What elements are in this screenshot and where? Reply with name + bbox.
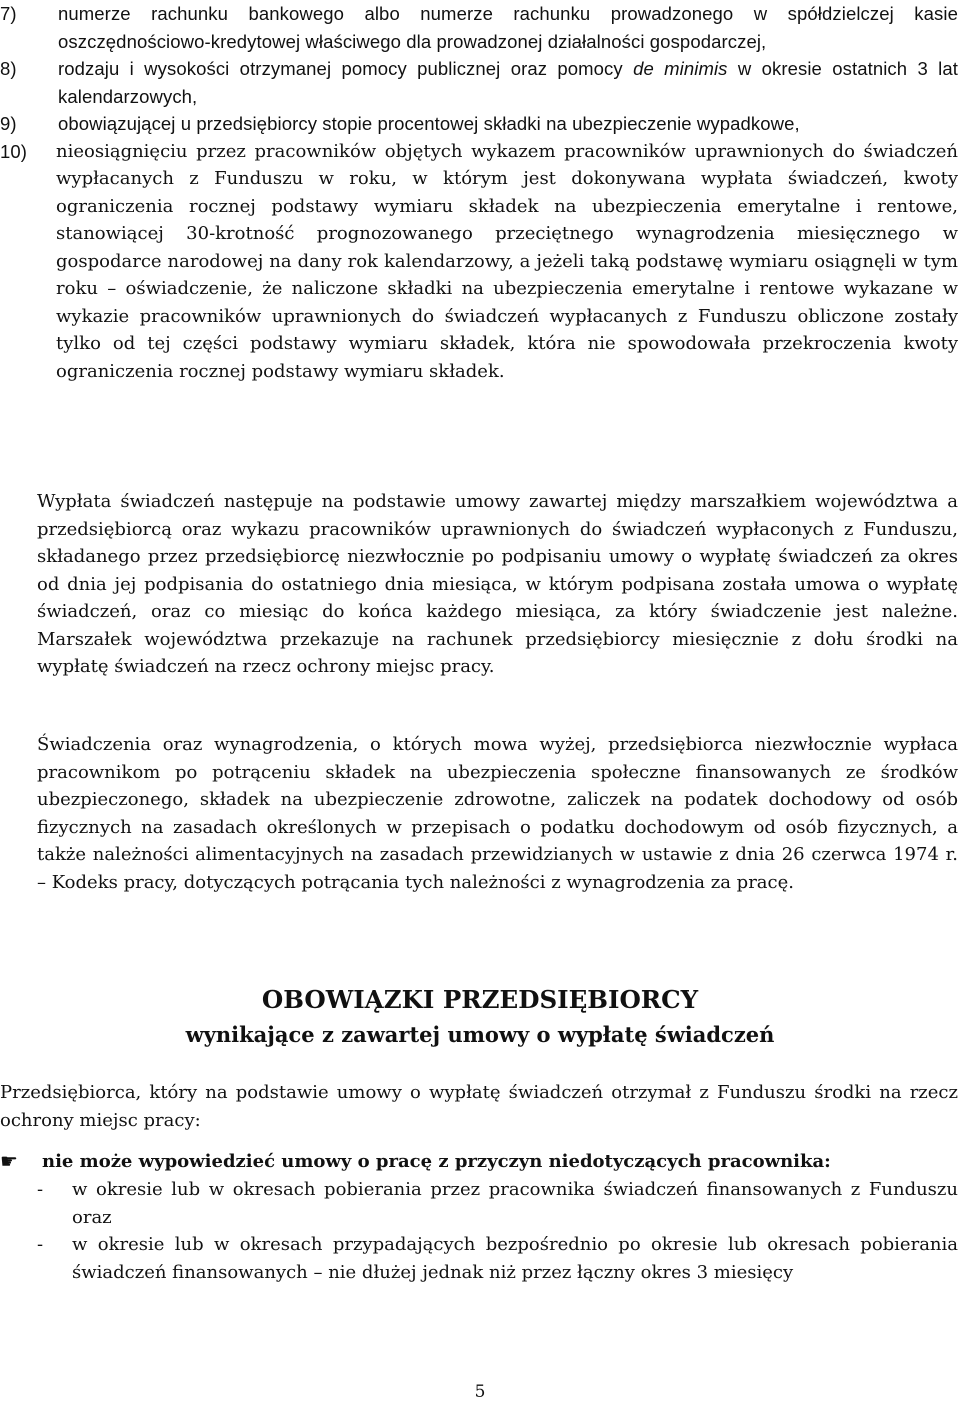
list-text-before: rodzaju i wysokości otrzymanej pomocy publicznej oraz pomocy xyxy=(58,58,634,79)
pointing-hand-icon: ☛ xyxy=(0,1149,18,1173)
dash-marker: - xyxy=(37,1179,44,1200)
list-number: 10) xyxy=(0,140,28,162)
dash-text: w okresie lub w okresach pobierania przez pracownika świadczeń finansowanych z Funduszu oraz xyxy=(72,1179,958,1228)
paragraph-payment: Wypłata świadczeń następuje na podstawie umowy zawartej między marszałkiem województwa a przedsiębiorcą oraz wykazu pracowników uprawnionych do świadczeń wypłaconych z Funduszu, składanego przez przedsiębiorcę niezwłocznie po podpisaniu umowy o wypłatę świadczeń za okres od dnia jej podpisania do ostatniego dnia miesiąca, w którym podpisana została umowa o wypłatę świadczeń, oraz co miesiąc do końca każdego miesiąca, za który świadczenie jest należne. Marszałek województwa przekazuje na rachunek przedsiębiorcy miesięcznie z dołu środki na wypłatę świadczeń na rzecz ochrony miejsc pracy. xyxy=(37,491,958,677)
list-item-10 xyxy=(0,138,958,386)
dash-item xyxy=(37,1231,958,1286)
list-item-7 xyxy=(0,0,958,55)
paragraph-deductions: Świadczenia oraz wynagrodzenia, o których mowa wyżej, przedsiębiorca niezwłocznie wypłaca pracownikom po potrąceniu składek na ubezpieczenia społeczne finansowanych ze środków ubezpieczonego, składek na ubezpieczenie zdrowotne, zaliczek na podatek dochodowy od osób fizycznych na zasadach określonych w przepisach o podatku dochodowym od osób fizycznych, a także należności alimentacyjnych na zasadach przewidzianych w ustawie z dnia 26 czerwca 1974 r. – Kodeks pracy, dotyczących potrącania tych należności z wynagrodzenia za pracę. xyxy=(37,734,958,893)
page-number: 5 xyxy=(474,1382,486,1402)
dash-text: w okresie lub w okresach przypadających bezpośrednio po okresie lub okresach pobierania świadczeń finansowanych – nie dłużej jednak niż przez łączny okres 3 miesięcy xyxy=(72,1234,958,1283)
section-title: OBOWIĄZKI PRZEDSIĘBIORCY xyxy=(261,985,699,1014)
list-text: obowiązującej u przedsiębiorcy stopie procentowej składki na ubezpieczenie wypadkowe, xyxy=(58,113,800,134)
obligation-bullet xyxy=(0,1148,958,1176)
list-item-9 xyxy=(0,110,958,138)
list-text: numerze rachunku bankowego albo numerze rachunku prowadzonego w spółdzielczej kasie oszczędnościowo-kredytowej właściwego dla prowadzonej działalności gospodarczej, xyxy=(58,3,958,52)
dash-marker: - xyxy=(37,1234,44,1255)
section-subtitle: wynikające z zawartej umowy o wypłatę świadczeń xyxy=(185,1022,775,1047)
list-item-8 xyxy=(0,55,958,110)
list-text xyxy=(58,55,958,110)
list-number: 9) xyxy=(0,113,17,134)
numbered-list xyxy=(0,0,958,385)
list-text-after: w okresie ostatnich 3 lat kalendarzowych, xyxy=(58,58,958,107)
list-number: 8) xyxy=(0,58,17,79)
dash-list xyxy=(37,1176,958,1286)
obligation-text: nie może wypowiedzieć umowy o pracę z przyczyn niedotyczących pracownika: xyxy=(42,1151,831,1172)
list-text-italic: de minimis xyxy=(633,58,728,79)
list-number: 7) xyxy=(0,3,17,24)
list-text: nieosiągnięciu przez pracowników objętych wykazem pracowników uprawnionych do świadczeń wypłacanych z Funduszu w roku, w którym jest dokonywana wypłata świadczeń, kwoty ograniczenia rocznej podstawy wymiaru składek na ubezpieczenia emerytalne i rentowe, stanowiącej 30-krotność prognozowanego przeciętnego wynagrodzenia miesięcznego w gospodarce narodowej na dany rok kalendarzowy, a jeżeli taką podstawę wymiaru osiągnęli w tym roku – oświadczenie, że naliczone składki na ubezpieczenia emerytalne i rentowe wykazane w wykazie pracowników uprawnionych do świadczeń wypłacanych z Funduszu obliczone zostały tylko od tej części podstawy wymiaru składek, która nie spowodowała przekroczenia kwoty ograniczenia rocznej podstawy wymiaru składek. xyxy=(56,140,958,382)
section-intro: Przedsiębiorca, który na podstawie umowy o wypłatę świadczeń otrzymał z Funduszu środki na rzecz ochrony miejsc pracy: xyxy=(0,1082,958,1131)
dash-item xyxy=(37,1176,958,1231)
